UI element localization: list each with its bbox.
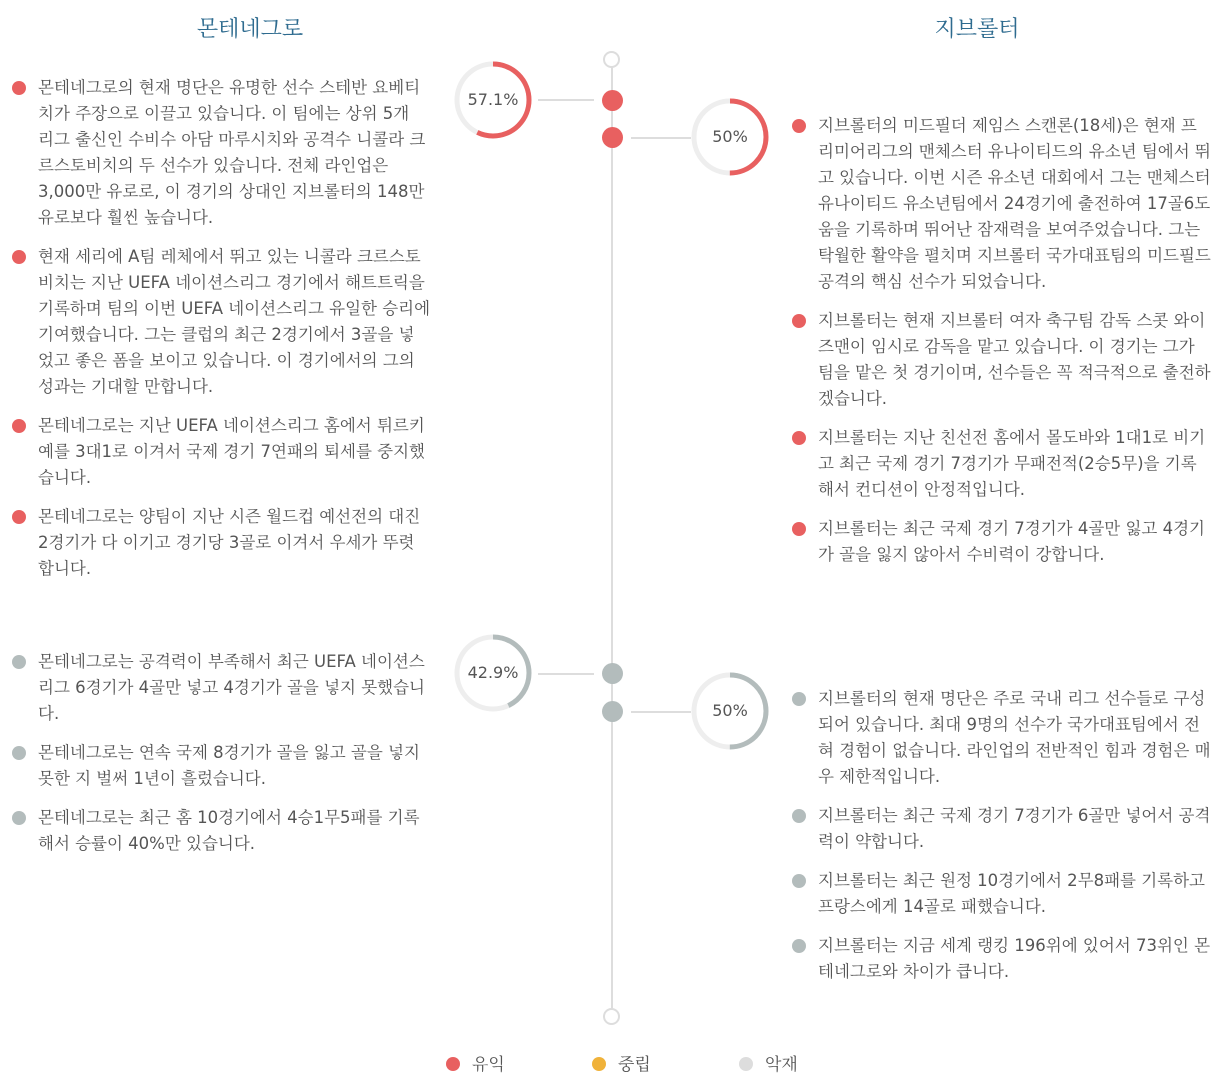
legend-label: 악재 bbox=[765, 1055, 798, 1075]
good-dot-icon bbox=[446, 1057, 460, 1071]
connector-right-bad bbox=[631, 711, 691, 713]
negative-dot-icon bbox=[12, 746, 26, 760]
negative-dot-icon bbox=[12, 655, 26, 669]
positive-dot-icon bbox=[12, 250, 26, 264]
list-item bbox=[792, 803, 1212, 855]
gauge-right-bad bbox=[690, 671, 770, 751]
timeline-end-circle bbox=[603, 1008, 620, 1025]
positive-dot-icon bbox=[12, 419, 26, 433]
list-item bbox=[792, 516, 1212, 568]
legend-item-neutral bbox=[592, 1050, 651, 1075]
gauge-label: 42.9% bbox=[467, 663, 519, 682]
point-text: 지브롤터의 미드필더 제임스 스캔론(18세)은 현재 프리미어리그의 맨체스터 유나이티드의 유소년 팀에서 뛰고 있습니다. 이번 시즌 유소년 대회에서 그는 맨체스터 유나이티드 유소년팀에서 24경기에 출전하여 17골6도움을 기록하며 뛰어난 잠재력을 보여주었습니다. 그는 탁월한 활약을 펼치며 지브롤터 국가대표팀의 미드필드 공격의 핵심 선수가 되었습니다. bbox=[818, 116, 1211, 291]
gibraltar-positive-list bbox=[792, 113, 1212, 581]
gauge-label: 50% bbox=[712, 701, 748, 720]
point-text: 현재 세리에 A팀 레체에서 뛰고 있는 니콜라 크르스토비치는 지난 UEFA 네이션스리그 경기에서 해트트릭을 기록하며 팀의 이번 UEFA 네이션스리그 유일한 승리에 기여했습니다. 그는 클럽의 최근 2경기에서 3골을 넣었고 좋은 폼을 보이고 있습니다. 이 경기에서의 그의 성과는 기대할 만합니다. bbox=[38, 247, 431, 396]
bad-dot-icon bbox=[739, 1057, 753, 1071]
list-item bbox=[792, 686, 1212, 790]
legend-item-good bbox=[446, 1050, 505, 1075]
connector-left-bad bbox=[538, 673, 594, 675]
gauge-left-bad bbox=[453, 633, 533, 713]
point-text: 지브롤터는 지난 친선전 홈에서 몰도바와 1대1로 비기고 최근 국제 경기 7경기가 무패전적(2승5무)을 기록해서 컨디션이 안정적입니다. bbox=[818, 428, 1206, 499]
gauge-label: 57.1% bbox=[467, 90, 519, 109]
list-item bbox=[12, 75, 430, 231]
connector-left-good bbox=[538, 99, 594, 101]
positive-dot-icon bbox=[12, 510, 26, 524]
point-text: 몬테네그로는 연속 국제 8경기가 골을 잃고 골을 넣지 못한 지 벌써 1년이 흘렀습니다. bbox=[38, 743, 420, 788]
list-item bbox=[12, 244, 430, 400]
list-item bbox=[792, 933, 1212, 985]
montenegro-positive-list bbox=[12, 75, 430, 595]
legend-label: 유익 bbox=[472, 1055, 505, 1075]
legend-item-bad bbox=[739, 1050, 798, 1075]
montenegro-negative-list bbox=[12, 649, 430, 870]
negative-dot-icon bbox=[12, 811, 26, 825]
list-item bbox=[792, 308, 1212, 412]
point-text: 몬테네그로의 현재 명단은 유명한 선수 스테반 요베티치가 주장으로 이끌고 있습니다. 이 팀에는 상위 5개 리그 출신인 수비수 아담 마루시치와 공격수 니콜라 크르스토비치의 두 선수가 있습니다. 전체 라인업은 3,000만 유로로, 이 경기의 상대인 지브롤터의 148만 유로보다 훨씬 높습니다. bbox=[38, 78, 426, 227]
negative-dot-icon bbox=[792, 939, 806, 953]
connector-right-good bbox=[631, 137, 691, 139]
timeline-start-circle bbox=[603, 51, 620, 68]
list-item bbox=[12, 740, 430, 792]
gibraltar-negative-list bbox=[792, 686, 1212, 998]
list-item bbox=[792, 113, 1212, 295]
timeline-node-right-good bbox=[602, 127, 623, 148]
list-item bbox=[792, 868, 1212, 920]
team-title-gibraltar: 지브롤터 bbox=[934, 17, 1020, 42]
negative-dot-icon bbox=[792, 874, 806, 888]
gauge-right-good bbox=[690, 97, 770, 177]
negative-dot-icon bbox=[792, 692, 806, 706]
point-text: 지브롤터는 최근 국제 경기 7경기가 4골만 잃고 4경기가 골을 잃지 않아서 수비력이 강합니다. bbox=[818, 519, 1205, 564]
point-text: 지브롤터는 최근 원정 10경기에서 2무8패를 기록하고 프랑스에게 14골로 패했습니다. bbox=[818, 871, 1205, 916]
negative-dot-icon bbox=[792, 809, 806, 823]
point-text: 지브롤터는 최근 국제 경기 7경기가 6골만 넣어서 공격력이 약합니다. bbox=[818, 806, 1211, 851]
point-text: 몬테네그로는 양팀이 지난 시즌 월드컵 예선전의 대진 2경기가 다 이기고 경기당 3골로 이겨서 우세가 뚜렷합니다. bbox=[38, 507, 421, 578]
gauge-left-good bbox=[453, 60, 533, 140]
positive-dot-icon bbox=[792, 431, 806, 445]
list-item bbox=[12, 805, 430, 857]
timeline-node-left-bad bbox=[602, 663, 623, 684]
timeline-node-right-bad bbox=[602, 701, 623, 722]
point-text: 지브롤터는 현재 지브롤터 여자 축구팀 감독 스콧 와이즈맨이 임시로 감독을 맡고 있습니다. 이 경기는 그가 팀을 맡은 첫 경기이며, 선수들은 꼭 적극적으로 출전하겠습니다. bbox=[818, 311, 1211, 408]
list-item bbox=[12, 413, 430, 491]
timeline-axis bbox=[611, 60, 613, 1018]
legend-label: 중립 bbox=[618, 1055, 651, 1075]
list-item bbox=[12, 649, 430, 727]
timeline-node-left-good bbox=[602, 90, 623, 111]
positive-dot-icon bbox=[12, 81, 26, 95]
point-text: 지브롤터는 지금 세계 랭킹 196위에 있어서 73위인 몬테네그로와 차이가 큽니다. bbox=[818, 936, 1211, 981]
point-text: 몬테네그로는 공격력이 부족해서 최근 UEFA 네이션스리그 6경기가 4골만 넣고 4경기가 골을 넣지 못했습니다. bbox=[38, 652, 425, 723]
neutral-dot-icon bbox=[592, 1057, 606, 1071]
gauge-label: 50% bbox=[712, 127, 748, 146]
point-text: 몬테네그로는 최근 홈 10경기에서 4승1무5패를 기록해서 승률이 40%만 있습니다. bbox=[38, 808, 420, 853]
positive-dot-icon bbox=[792, 119, 806, 133]
positive-dot-icon bbox=[792, 522, 806, 536]
list-item bbox=[12, 504, 430, 582]
legend bbox=[0, 1050, 1227, 1074]
point-text: 몬테네그로는 지난 UEFA 네이션스리그 홈에서 튀르키예를 3대1로 이겨서 국제 경기 7연패의 퇴세를 중지했습니다. bbox=[38, 416, 425, 487]
point-text: 지브롤터의 현재 명단은 주로 국내 리그 선수들로 구성되어 있습니다. 최대 9명의 선수가 국가대표팀에서 전혀 경험이 없습니다. 라인업의 전반적인 힘과 경험은 매우 제한적입니다. bbox=[818, 689, 1211, 786]
positive-dot-icon bbox=[792, 314, 806, 328]
team-title-montenegro: 몬테네그로 bbox=[196, 17, 304, 42]
list-item bbox=[792, 425, 1212, 503]
